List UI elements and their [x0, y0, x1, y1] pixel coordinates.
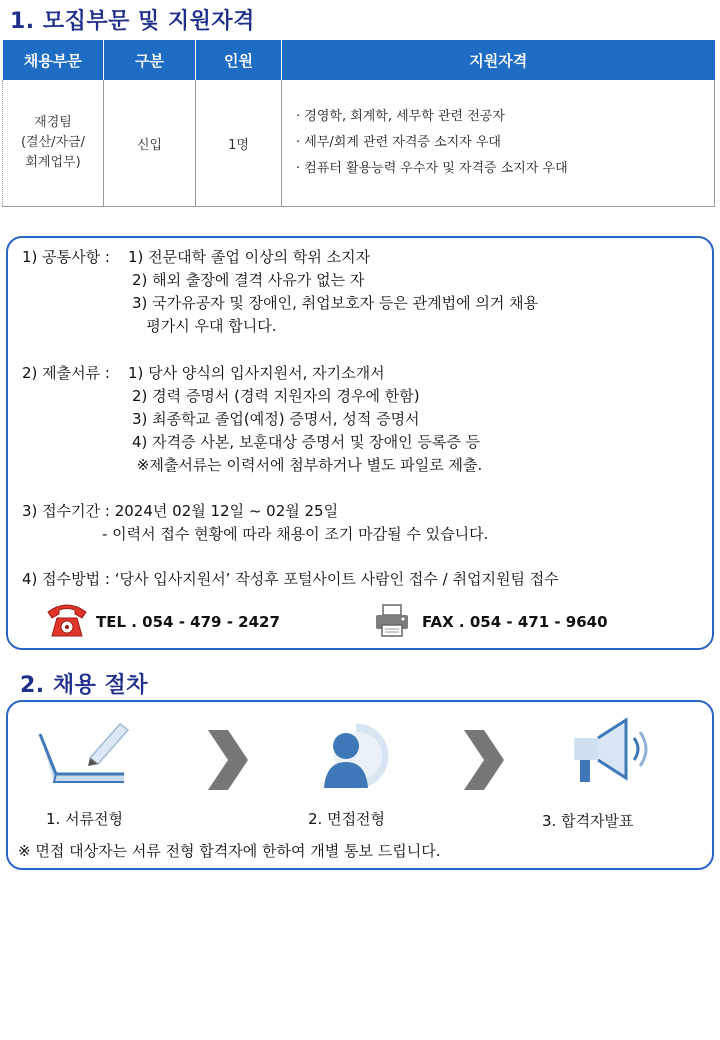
docs-item: 4) 자격증 사본, 보훈대상 증명서 및 장애인 등록증 등: [132, 433, 481, 451]
fax-number: FAX . 054 - 471 - 9640: [422, 613, 608, 631]
step-label-interview: 2. 면접전형: [308, 810, 386, 828]
method-line: 4) 접수방법 : ‘당사 입사지원서’ 작성후 포털사이트 사람인 접수 / 취업지원팀 접수: [22, 570, 559, 588]
hiring-process-box: [6, 700, 714, 870]
tel-number: TEL . 054 - 479 - 2427: [96, 613, 280, 631]
period-line: 3) 접수기간 : 2024년 02월 12일 ~ 02월 25일: [22, 502, 339, 520]
telephone-icon: [44, 600, 90, 640]
table-row: [3, 80, 715, 207]
common-label: 1) 공통사항 :: [22, 248, 115, 266]
common-item: 1) 전문대학 졸업 이상의 학위 소지자: [128, 248, 371, 266]
docs-item: 1) 당사 양식의 입사지원서, 자기소개서: [128, 364, 385, 382]
dept-line: 재경팀: [34, 115, 72, 130]
person-interview-icon: [316, 722, 402, 792]
cell-count: 1명: [196, 80, 282, 207]
cell-dept: [3, 80, 104, 207]
docs-item: 3) 최종학교 졸업(예정) 증명서, 성적 증명서: [132, 410, 420, 428]
arrow-right-icon: [204, 728, 250, 792]
docs-note: ※제출서류는 이력서에 첨부하거나 별도 파일로 제출.: [132, 456, 483, 474]
qualification-item: · 경영학, 회계학, 세무학 관련 전공자: [296, 109, 505, 124]
arrow-right-icon: [460, 728, 506, 792]
period-note: - 이력서 접수 현황에 따라 채용이 조기 마감될 수 있습니다.: [102, 525, 489, 543]
common-item: 평가시 우대 합니다.: [132, 317, 277, 335]
cell-qualifications: [282, 80, 715, 207]
table-header-row: [3, 40, 715, 80]
section-title-recruitment: 1. 모집부문 및 지원자격: [10, 9, 255, 34]
dept-line: 회계업무): [25, 155, 81, 170]
header-count: 인원: [196, 40, 282, 80]
cell-type: 신입: [104, 80, 196, 207]
step-label-document: 1. 서류전형: [46, 810, 124, 828]
docs-item: 2) 경력 증명서 (경력 지원자의 경우에 한함): [132, 387, 420, 405]
qualification-item: · 세무/회계 관련 자격증 소지자 우대: [296, 135, 501, 150]
header-qualification: 지원자격: [282, 40, 715, 80]
recruitment-table: [2, 40, 715, 207]
section-title-process: 2. 채용 절차: [20, 673, 148, 698]
qualification-item: · 컴퓨터 활용능력 우수자 및 자격증 소지자 우대: [296, 161, 568, 176]
step-label-announcement: 3. 합격자발표: [542, 812, 634, 830]
megaphone-icon: [568, 714, 652, 790]
fax-printer-icon: [374, 604, 410, 638]
header-dept: 채용부문: [3, 40, 104, 80]
process-note: ※ 면접 대상자는 서류 전형 합격자에 한하여 개별 통보 드립니다.: [18, 842, 441, 860]
common-item: 3) 국가유공자 및 장애인, 취업보호자 등은 관계법에 의거 채용: [132, 294, 539, 312]
common-item: 2) 해외 출장에 결격 사유가 없는 자: [132, 271, 365, 289]
application-info-box: [6, 236, 714, 650]
header-type: 구분: [104, 40, 196, 80]
docs-label: 2) 제출서류 :: [22, 364, 115, 382]
document-pen-icon: [36, 716, 132, 792]
dept-line: (결산/자금/: [20, 135, 86, 150]
